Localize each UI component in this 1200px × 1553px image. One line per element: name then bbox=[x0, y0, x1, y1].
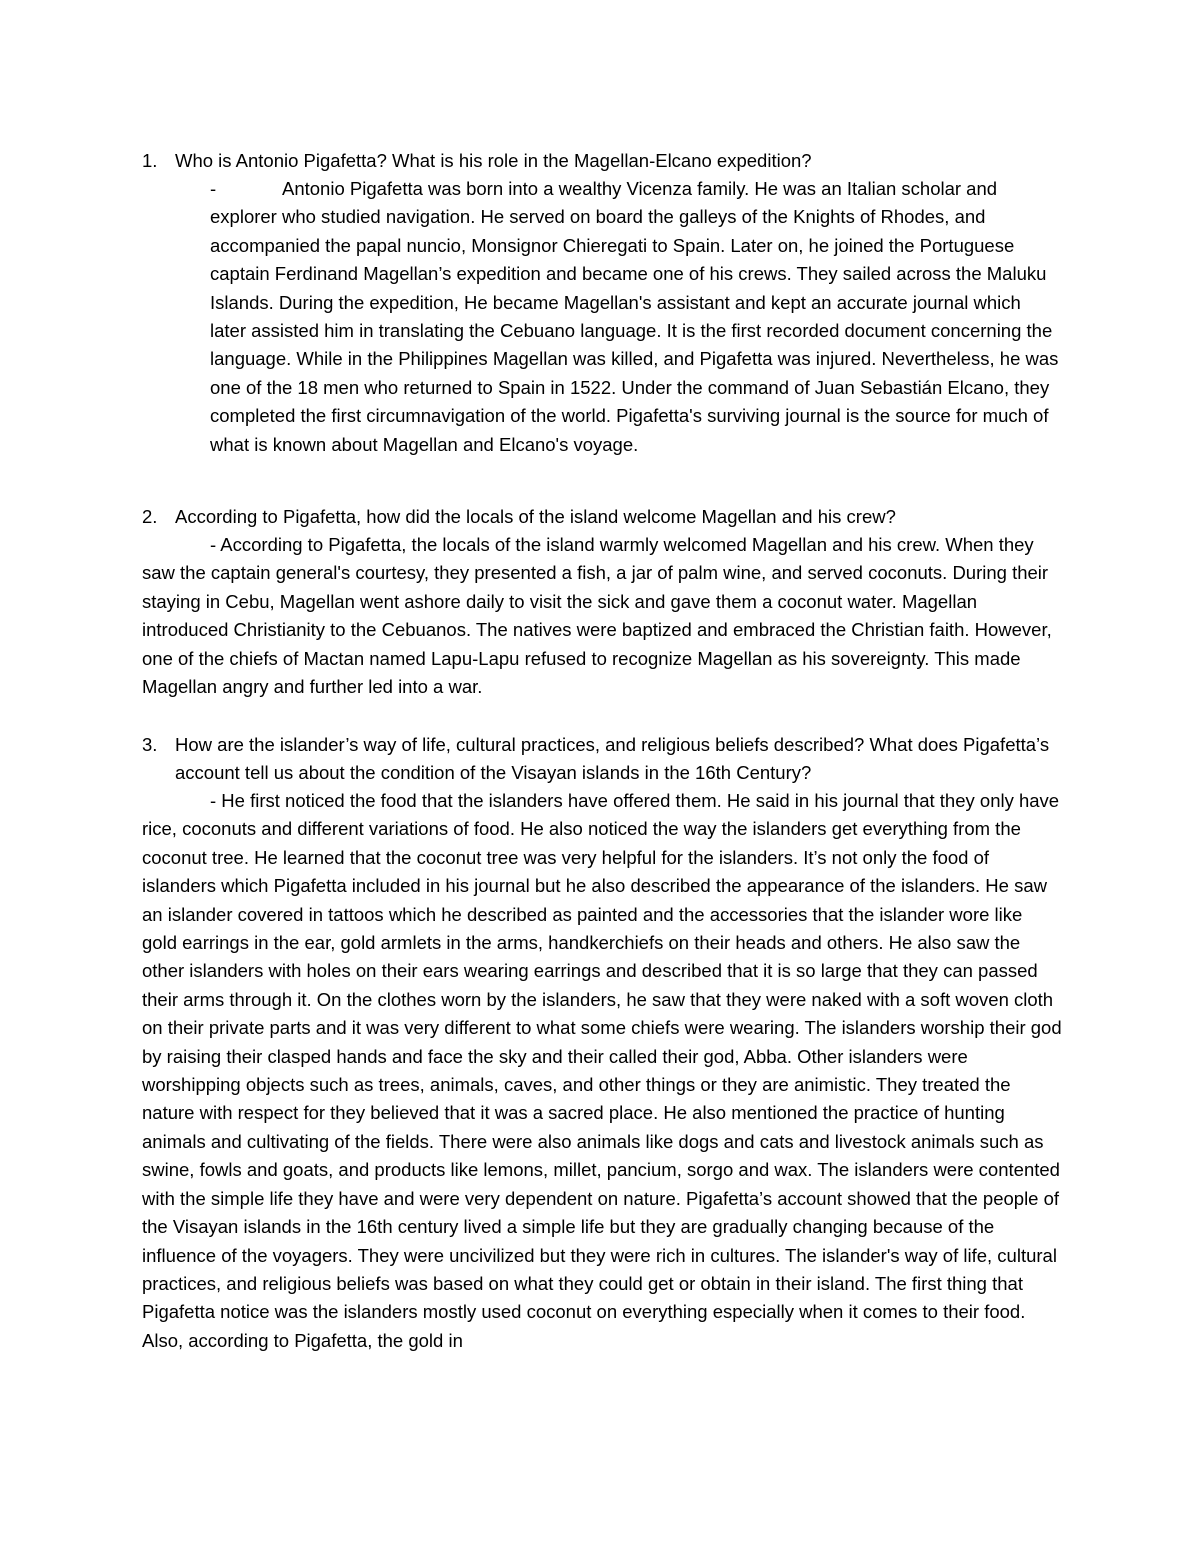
answer-1 bbox=[210, 175, 1060, 459]
question-text: Who is Antonio Pigafetta? What is his role in the Magellan-Elcano expedition? bbox=[175, 150, 812, 171]
question-2 bbox=[142, 503, 1062, 531]
question-number: 1. bbox=[142, 150, 158, 171]
answer-2: - According to Pigafetta, the locals of the island warmly welcomed Magellan and his crew. When they saw the captain general's courtesy, they presented a fish, a jar of palm wine, and served coconuts. During their staying in Cebu, Magellan went ashore daily to visit the sick and gave them a coconut water. Magellan introduced Christianity to the Cebuanos. The natives were baptized and embraced the Christian faith. However, one of the chiefs of Mactan named Lapu-Lapu refused to recognize Magellan as his sovereignty. This made Magellan angry and further led into a war. bbox=[142, 534, 1052, 698]
question-number: 3. bbox=[142, 734, 158, 755]
question-number: 2. bbox=[142, 506, 158, 527]
answer-3: - He first noticed the food that the islanders have offered them. He said in his journal that they only have rice, coconuts and different variations of food. He also noticed the way the islanders get everything from the coconut tree. He learned that the coconut tree was very helpful for the islanders. It’s not only the food of islanders which Pigafetta included in his journal but he also described the appearance of the islanders. He saw an islander covered in tattoos which he described as painted and the accessories that the islander wore like gold earrings in the ear, gold armlets in the arms, handkerchiefs on their heads and others. He also saw the other islanders with holes on their ears wearing earrings and described that it is so large that they can passed their arms through it. On the clothes worn by the islanders, he saw that they were naked with a soft woven cloth on their private parts and it was very different to what some chiefs were wearing. The islanders worship their god by raising their clasped hands and face the sky and their called their god, Abba. Other islanders were worshipping objects such as trees, animals, caves, and other things or they are animistic. They treated the nature with respect for they believed that it was a sacred place. He also mentioned the practice of hunting animals and cultivating of the fields. There were also animals like dogs and cats and livestock animals such as swine, fowls and goats, and products like lemons, millet, pancium, sorgo and wax. The islanders were contented with the simple life they have and were very dependent on nature. Pigafetta’s account showed that the people of the Visayan islands in the 16th century lived a simple life but they are gradually changing because of the influence of the voyagers. They were uncivilized but they were rich in cultures. The islander's way of life, cultural practices, and religious beliefs was based on what they could get or obtain in their island. The first thing that Pigafetta notice was the islanders mostly used coconut on everything especially when it comes to their food. Also, according to Pigafetta, the gold in bbox=[142, 790, 1062, 1351]
question-1 bbox=[142, 147, 1062, 175]
answer-dash: - bbox=[210, 178, 217, 199]
question-text: How are the islander’s way of life, cultural practices, and religious beliefs described? What does Pigafetta’s account tell us about the condition of the Visayan islands in the 16th Century? bbox=[175, 734, 1050, 784]
question-3 bbox=[142, 731, 1062, 788]
answer-text: Antonio Pigafetta was born into a wealthy Vicenza family. He was an Italian scholar and explorer who studied navigation. He served on board the galleys of the Knights of Rhodes, and accompanied the papal nuncio, Monsignor Chieregati to Spain. Later on, he joined the Portuguese captain Ferdinand Magellan’s expedition and became one of his crews. They sailed across the Maluku Islands. During the expedition, He became Magellan's assistant and kept an accurate journal which later assisted him in translating the Cebuano language. It is the first recorded document concerning the language. While in the Philippines Magellan was killed, and Pigafetta was injured. Nevertheless, he was one of the 18 men who returned to Spain in 1522. Under the command of Juan Sebastián Elcano, they completed the first circumnavigation of the world. Pigafetta's surviving journal is the source for much of what is known about Magellan and Elcano's voyage. bbox=[210, 178, 1059, 455]
question-text: According to Pigafetta, how did the locals of the island welcome Magellan and his crew? bbox=[175, 506, 896, 527]
